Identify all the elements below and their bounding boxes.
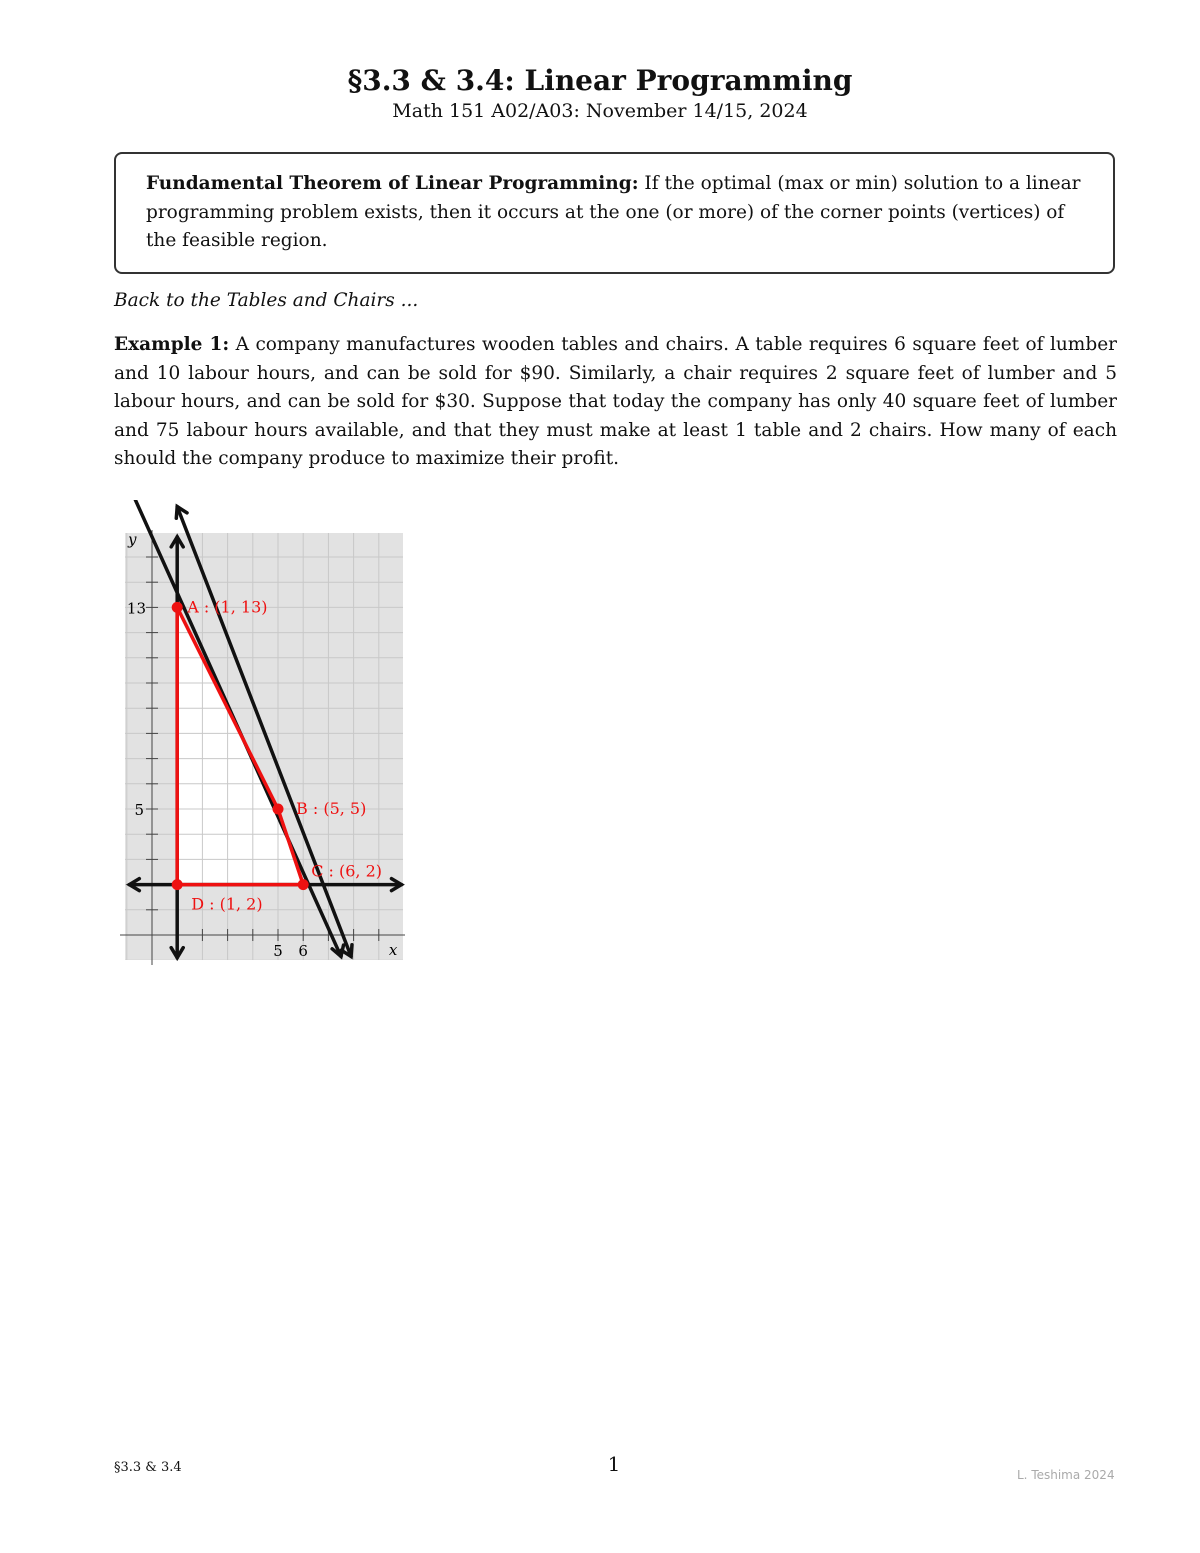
y-tick-label-5: 5 xyxy=(134,801,144,819)
page-title: §3.3 & 3.4: Linear Programming xyxy=(347,64,853,97)
y-tick-label-13: 13 xyxy=(126,599,146,618)
vertex-c-point xyxy=(298,879,309,890)
vertex-b-label: B : (5, 5) xyxy=(296,799,367,818)
x-tick-label-6: 6 xyxy=(298,942,308,960)
vertex-d-label: D : (1, 2) xyxy=(191,894,263,914)
example-1 xyxy=(114,331,1117,474)
footer-section: §3.3 & 3.4 xyxy=(114,1460,182,1475)
vertex-a-point xyxy=(172,602,183,613)
x-axis-label: x xyxy=(388,941,398,959)
page-number: 1 xyxy=(607,1452,621,1476)
feasible-region-graph xyxy=(110,500,410,970)
page-subtitle: Math 151 A02/A03: November 14/15, 2024 xyxy=(392,100,808,122)
footer-author: L. Teshima 2024 xyxy=(1017,1468,1115,1482)
vertex-c-label: C : (6, 2) xyxy=(311,861,383,881)
example-label: Example 1: xyxy=(114,334,230,355)
vertex-b-point xyxy=(273,804,284,815)
x-tick-label-5: 5 xyxy=(273,942,283,960)
theorem-box xyxy=(114,152,1115,274)
example-text: A company manufactures wooden tables and chairs. A table requires 6 square feet of lumber and 10 labour hours, and can be sold for $90. Similarly, a chair requires 2 square feet of lumber and 5 labour hours, and can be sold for $30. Suppose that today the company has only 40 square feet of lumber and 75 labour hours available, and that they must make at least 1 table and 2 chairs. How many of each should the company produce to maximize their profit. xyxy=(114,334,1117,469)
y-axis-label: y xyxy=(128,530,137,549)
vertex-a-label: A : (1, 13) xyxy=(187,597,268,617)
theorem-label: Fundamental Theorem of Linear Programming: xyxy=(146,173,639,194)
theorem-text: If the optimal (max or min) solution to a linear programming problem exists, then it occurs at the one (or more) of the corner points (vertices) of the feasible region. xyxy=(146,173,1081,251)
vertex-d-point xyxy=(172,879,183,890)
intro-text: Back to the Tables and Chairs ... xyxy=(114,290,419,311)
